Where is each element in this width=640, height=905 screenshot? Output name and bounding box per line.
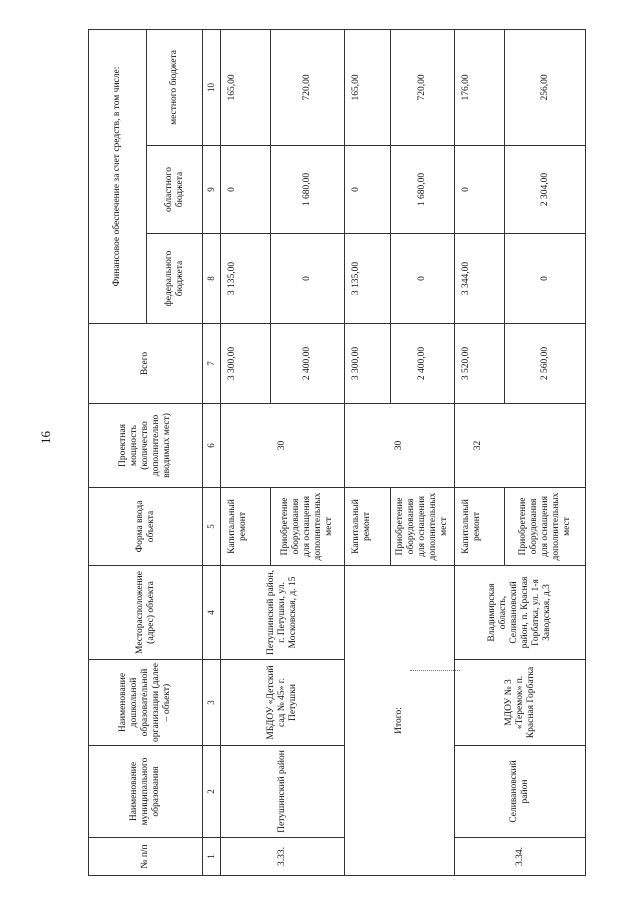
- municipality-cell: Селивановский район: [455, 746, 586, 838]
- col-index: 9: [203, 146, 220, 234]
- header-total: Всего: [89, 324, 203, 404]
- capacity-cell: 32: [455, 404, 586, 488]
- table-row: [345, 29, 391, 875]
- financing-table: [88, 29, 586, 876]
- table-row: [455, 29, 505, 875]
- total-cell: 3 300,00: [220, 324, 270, 404]
- form-cell: Приобретение оборудования для оснащения дополнительных мест: [391, 488, 455, 566]
- local-cell: 165,00: [220, 29, 270, 145]
- local-cell: 720,00: [391, 29, 455, 145]
- header-funding: Финансовое обеспечение за счет средств, в том числе:: [89, 29, 147, 323]
- regional-cell: 0: [220, 146, 270, 234]
- regional-cell: 1 680,00: [391, 146, 455, 234]
- capacity-cell: 30: [345, 404, 455, 488]
- col-index: 2: [203, 746, 220, 838]
- regional-cell: 0: [345, 146, 391, 234]
- local-cell: 176,00: [455, 29, 505, 145]
- col-index: 8: [203, 234, 220, 324]
- federal-cell: 3 135,00: [345, 234, 391, 324]
- row-num: 3.34.: [455, 838, 586, 876]
- header-org: Наименование дошкольной образовательной организации (далее – объект): [89, 660, 203, 746]
- header-regional: областного бюджета: [147, 146, 203, 234]
- form-cell: Приобретение оборудования для оснащения дополнительных мест: [270, 488, 344, 566]
- federal-cell: 0: [270, 234, 344, 324]
- col-index: 6: [203, 404, 220, 488]
- header-row-1: [89, 29, 147, 875]
- regional-cell: 2 304,00: [505, 146, 586, 234]
- col-index: 7: [203, 324, 220, 404]
- address-cell: Петушинский район, г. Петушки, ул. Московская, д. 15: [220, 566, 344, 660]
- federal-cell: 0: [391, 234, 455, 324]
- table-row: [220, 29, 270, 875]
- form-cell: Капитальный ремонт: [220, 488, 270, 566]
- scan-artifact-line: [410, 670, 460, 671]
- total-cell: 3 520,00: [455, 324, 505, 404]
- col-index: 4: [203, 566, 220, 660]
- header-municipality: Наименование муниципального образования: [89, 746, 203, 838]
- federal-cell: 0: [505, 234, 586, 324]
- rotated-table-container: [88, 30, 586, 876]
- regional-cell: 0: [455, 146, 505, 234]
- org-cell: МДОУ № 3 «Теремок» п. Красная Горбатка: [455, 660, 586, 746]
- org-cell: МБДОУ «Детский сад № 45» г. Петушки: [220, 660, 344, 746]
- local-cell: 165,00: [345, 29, 391, 145]
- header-address: Месторасположение (адрес) объекта: [89, 566, 203, 660]
- itogo-label: Итого:: [345, 566, 455, 876]
- col-index: 5: [203, 488, 220, 566]
- total-cell: 2 400,00: [270, 324, 344, 404]
- header-form: Форма ввода объекта: [89, 488, 203, 566]
- total-cell: 3 300,00: [345, 324, 391, 404]
- capacity-cell: 30: [220, 404, 344, 488]
- municipality-cell: Петушинский район: [220, 746, 344, 838]
- header-capacity: Проектная мощность (количество дополнительно вводимых мест): [89, 404, 203, 488]
- page-number: 16: [38, 431, 53, 444]
- header-num: № п/п: [89, 838, 203, 876]
- header-federal: федерального бюджета: [147, 234, 203, 324]
- total-cell: 2 400,00: [391, 324, 455, 404]
- total-cell: 2 560,00: [505, 324, 586, 404]
- address-cell: Владимирская область, Селивановский район, п. Красная Горбатка, ул. 1-я Заводская, д.3: [455, 566, 586, 660]
- federal-cell: 3 344,00: [455, 234, 505, 324]
- local-cell: 720,00: [270, 29, 344, 145]
- regional-cell: 1 680,00: [270, 146, 344, 234]
- col-index: 1: [203, 838, 220, 876]
- col-index: 10: [203, 29, 220, 145]
- header-local: местного бюджета: [147, 29, 203, 145]
- col-index: 3: [203, 660, 220, 746]
- local-cell: 256,00: [505, 29, 586, 145]
- form-cell: Капитальный ремонт: [455, 488, 505, 566]
- column-index-row: [203, 29, 220, 875]
- row-num: 3.33.: [220, 838, 344, 876]
- federal-cell: 3 135,00: [220, 234, 270, 324]
- form-cell: Капитальный ремонт: [345, 488, 391, 566]
- form-cell: Приобретение оборудования для оснащения дополнительных мест: [505, 488, 586, 566]
